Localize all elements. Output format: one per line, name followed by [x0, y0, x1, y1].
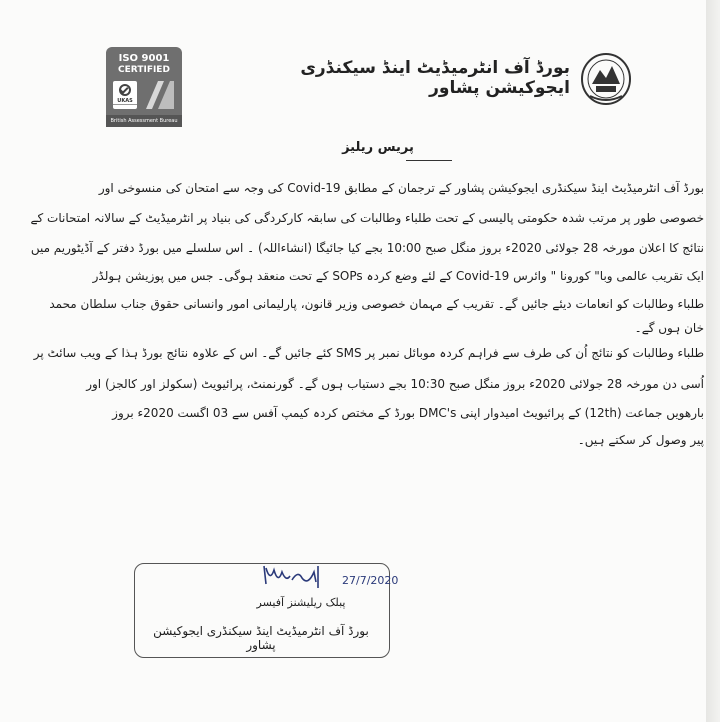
signatory-title: پبلک ریلیشنز آفیسر	[256, 596, 346, 609]
body-line-9: بارھویں جماعت (12th) کے پرائیویٹ امیدوار اپنی DMC's بورڈ کے مختص کردہ کیمپ آفس سے 03 اگست 2020ء بروز	[112, 406, 704, 420]
signature-image	[258, 562, 408, 596]
iso-certified-badge	[106, 47, 182, 127]
heading-underline	[406, 160, 452, 161]
assessment-bureau-icon	[144, 79, 176, 111]
body-line-3: نتائج کا اعلان مورخہ 28 جولائی 2020ء بروز منگل صبح 10:00 بجے کیا جائیگا (انشاءاللہ) ۔ اس سلسلے میں بورڈ دفتر کے آڈیٹوریم میں	[30, 241, 704, 255]
iso-number: ISO 9001	[118, 53, 170, 64]
page-edge	[706, 0, 720, 722]
body-line-10: پیر وصول کر سکتے ہیں۔	[577, 433, 704, 447]
board-logo-icon	[580, 52, 632, 106]
body-line-7: طلباء وطالبات کو نتائج اُن کی طرف سے فراہم کردہ موبائل نمبر پر SMS کئے جائیں گے۔ اس کے علاوہ نتائج بورڈ ہذا کے ویب سائٹ پر	[33, 346, 704, 360]
ukas-icon	[113, 81, 137, 109]
board-title: بورڈ آف انٹرمیڈیٹ اینڈ سیکنڈری ایجوکیشن پشاور	[300, 58, 570, 98]
signature-date: 27/7/2020	[342, 574, 399, 587]
signatory-office: بورڈ آف انٹرمیڈیٹ اینڈ سیکنڈری ایجوکیشن پشاور	[153, 624, 369, 652]
body-line-2: خصوصی طور پر مرتب شدہ حکومتی پالیسی کے تحت طلباء وطالبات کی سابقہ کارکردگی کی بنیاد پر انٹرمیڈیٹ کے سالانہ امتحانات کے	[30, 211, 704, 225]
press-release-heading: پریس ریلیز	[342, 140, 414, 155]
ukas-label: UKAS	[117, 98, 133, 104]
body-line-4: ایک تقریب عالمی وبا" کورونا " وائرس Covid-19 کے لئے وضع کردہ SOPs کے تحت منعقد ہوگی۔ جس میں پوزیشن ہولڈر	[92, 269, 704, 283]
bureau-label: British Assessment Bureau	[106, 115, 182, 127]
body-line-5: طلباء وطالبات کو انعامات دیئے جائیں گے۔ تقریب کے مہمان خصوصی وزیر قانون، پارلیمانی امور وانسانی حقوق جناب سلطان محمد	[49, 297, 704, 311]
body-line-6: خان ہوں گے۔	[634, 321, 704, 335]
body-line-1: بورڈ آف انٹرمیڈیٹ اینڈ سیکنڈری ایجوکیشن پشاور کے ترجمان کے مطابق Covid-19 کی وجہ سے امتحان کی منسوخی اور	[98, 181, 704, 195]
body-line-8: اُسی دن مورخہ 28 جولائی 2020ء بروز منگل صبح 10:30 بجے دستیاب ہوں گے۔ گورنمنٹ، پرائیویٹ (سکولز اور کالجز) اور	[86, 377, 704, 391]
iso-certified-text: CERTIFIED	[118, 65, 170, 75]
